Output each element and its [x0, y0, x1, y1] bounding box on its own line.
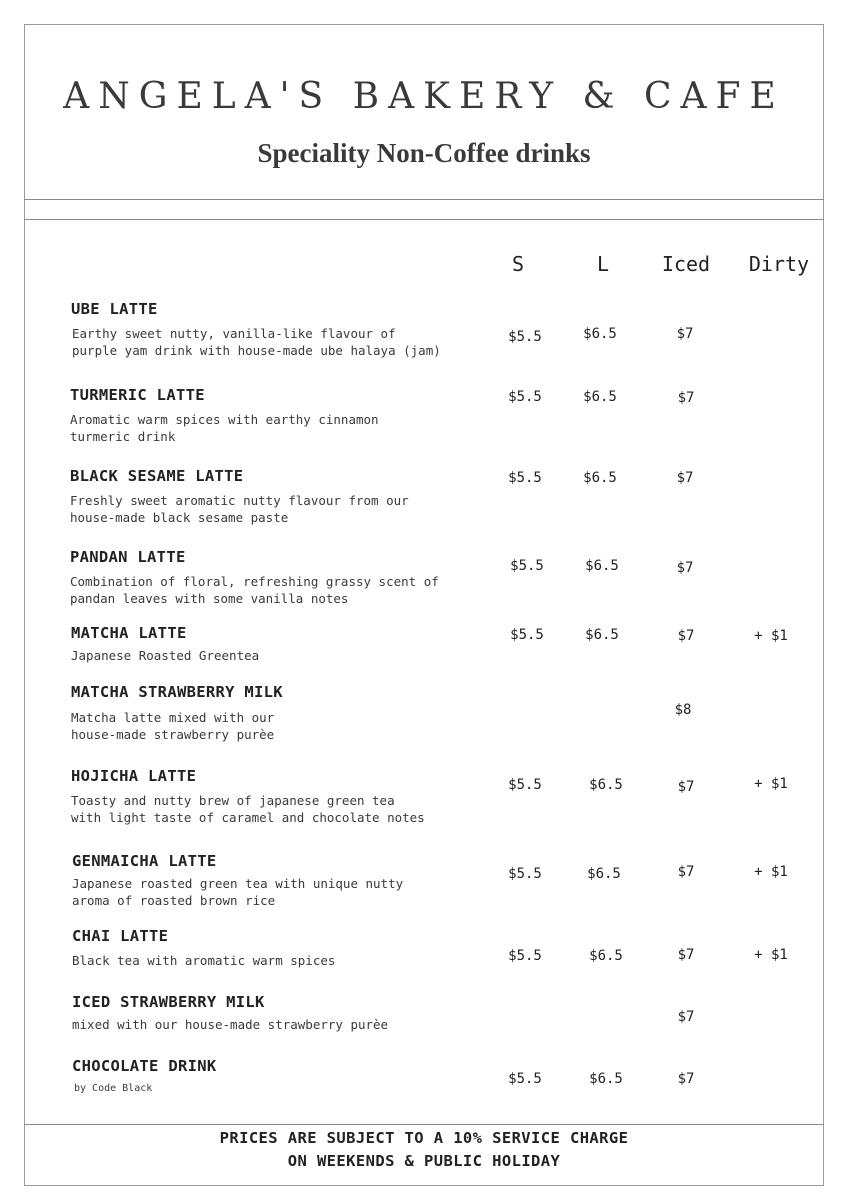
- price-large: $6.5: [589, 948, 623, 964]
- price-large: $6.5: [589, 777, 623, 793]
- service-charge-notice: [24, 1127, 824, 1173]
- menu-item-name: MATCHA LATTE: [71, 624, 187, 642]
- price-iced: $7: [676, 470, 694, 486]
- price-small: $5.5: [508, 329, 542, 345]
- price-iced: $7: [677, 1071, 695, 1087]
- menu-item-name: TURMERIC LATTE: [70, 386, 205, 404]
- price-large: $6.5: [587, 866, 621, 882]
- menu-item-description: Earthy sweet nutty, vanilla-like flavour of purple yam drink with house-made ube halaya (jam): [72, 326, 441, 358]
- menu-item-description: Matcha latte mixed with our house-made strawberry purèe: [71, 710, 275, 742]
- price-dirty: + $1: [754, 628, 788, 644]
- column-header-small: S: [511, 252, 525, 276]
- price-small: $5.5: [508, 1071, 542, 1087]
- menu-item-name: UBE LATTE: [71, 300, 158, 318]
- price-iced: $7: [676, 560, 694, 576]
- menu-item-name: MATCHA STRAWBERRY MILK: [71, 683, 283, 701]
- menu-subtitle: Speciality Non-Coffee drinks: [257, 138, 591, 168]
- price-dirty: + $1: [754, 947, 788, 963]
- price-iced: $7: [677, 1009, 695, 1025]
- menu-item-name: GENMAICHA LATTE: [72, 852, 217, 870]
- menu-item-description: Japanese roasted green tea with unique nutty aroma of roasted brown rice: [72, 876, 404, 908]
- price-small: $5.5: [508, 470, 542, 486]
- price-small: $5.5: [508, 948, 542, 964]
- price-large: $6.5: [585, 627, 619, 643]
- menu-item-name: HOJICHA LATTE: [71, 767, 197, 785]
- price-small: $5.5: [510, 558, 544, 574]
- menu-item-description: mixed with our house-made strawberry purèe: [72, 1017, 389, 1032]
- price-iced: $7: [676, 326, 694, 342]
- price-iced: $7: [677, 390, 695, 406]
- price-large: $6.5: [583, 389, 617, 405]
- menu-item-description: Combination of floral, refreshing grassy scent of pandan leaves with some vanilla notes: [70, 574, 439, 606]
- header-divider-upper: [24, 199, 824, 200]
- price-large: $6.5: [583, 470, 617, 486]
- menu-item-description: Toasty and nutty brew of japanese green tea with light taste of caramel and chocolate notes: [71, 793, 425, 825]
- price-iced: $7: [677, 864, 695, 880]
- price-small: $5.5: [508, 866, 542, 882]
- column-header-large: L: [596, 252, 610, 276]
- menu-item-name: PANDAN LATTE: [70, 548, 186, 566]
- menu-item-description: by Code Black: [74, 1083, 153, 1094]
- menu-item-name: CHAI LATTE: [72, 927, 169, 945]
- price-iced: $7: [677, 779, 695, 795]
- menu-item-name: ICED STRAWBERRY MILK: [72, 993, 265, 1011]
- column-header-dirty: Dirty: [748, 252, 810, 276]
- price-large: $6.5: [585, 558, 619, 574]
- price-small: $5.5: [508, 777, 542, 793]
- footer-divider: [24, 1124, 824, 1125]
- column-header-iced: Iced: [661, 252, 711, 276]
- menu-item-name: BLACK SESAME LATTE: [70, 467, 244, 485]
- page-title: ANGELA'S BAKERY & CAFE: [63, 76, 785, 117]
- menu-item-name: CHOCOLATE DRINK: [72, 1057, 217, 1075]
- price-dirty: + $1: [754, 864, 788, 880]
- notice-line-1: PRICES ARE SUBJECT TO A 10% SERVICE CHARGE: [219, 1129, 629, 1147]
- menu-item-description: Freshly sweet aromatic nutty flavour from our house-made black sesame paste: [70, 493, 409, 525]
- price-iced: $8: [674, 702, 692, 718]
- price-small: $5.5: [508, 389, 542, 405]
- price-iced: $7: [677, 628, 695, 644]
- menu-item-description: Japanese Roasted Greentea: [71, 648, 260, 663]
- header-divider-lower: [24, 219, 824, 220]
- price-iced: $7: [677, 947, 695, 963]
- menu-item-description: Aromatic warm spices with earthy cinnamon turmeric drink: [70, 412, 379, 444]
- notice-line-2: ON WEEKENDS & PUBLIC HOLIDAY: [287, 1152, 561, 1170]
- menu-item-description: Black tea with aromatic warm spices: [72, 953, 336, 968]
- price-large: $6.5: [589, 1071, 623, 1087]
- price-small: $5.5: [510, 627, 544, 643]
- price-dirty: + $1: [754, 776, 788, 792]
- price-large: $6.5: [583, 326, 617, 342]
